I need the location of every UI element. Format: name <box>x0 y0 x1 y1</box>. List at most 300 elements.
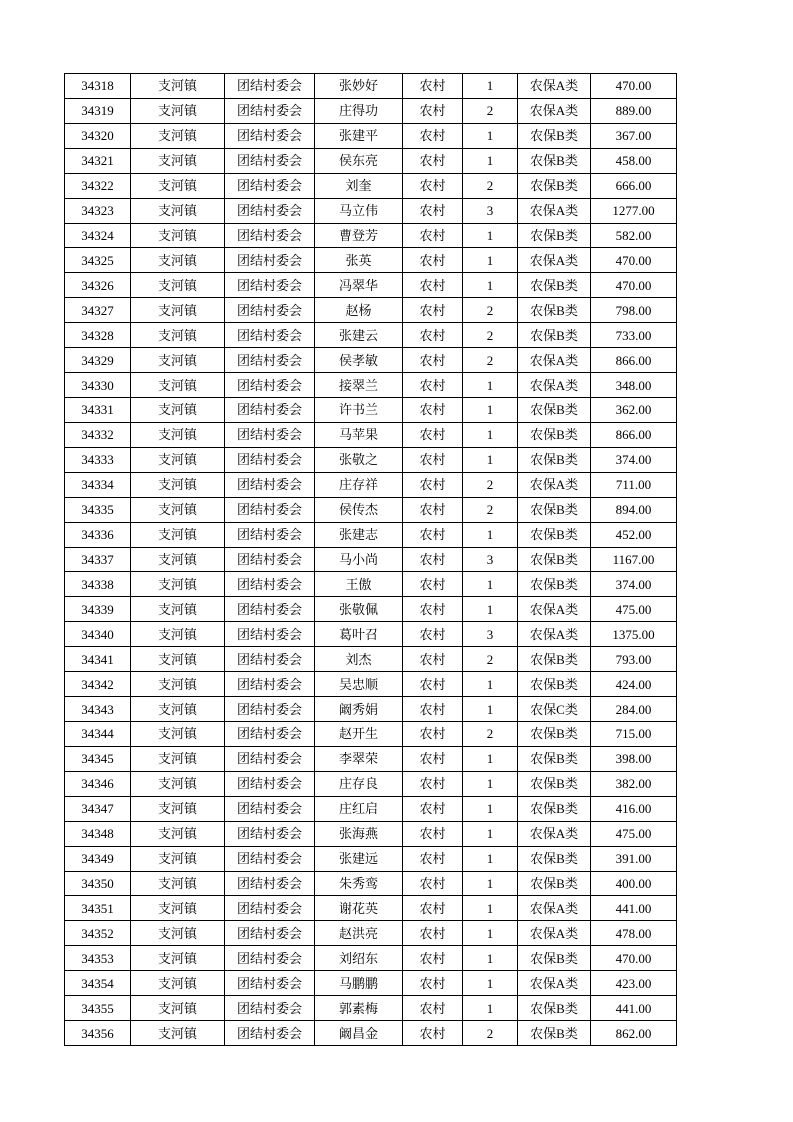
cell-residence-type: 农村 <box>403 672 463 697</box>
cell-town: 支河镇 <box>131 746 225 771</box>
cell-person-name: 谢花英 <box>315 896 403 921</box>
cell-amount: 711.00 <box>591 472 677 497</box>
cell-town: 支河镇 <box>131 697 225 722</box>
cell-insurance-category: 农保A类 <box>518 98 591 123</box>
cell-amount: 715.00 <box>591 721 677 746</box>
cell-person-count: 1 <box>463 871 518 896</box>
cell-residence-type: 农村 <box>403 846 463 871</box>
cell-insurance-category: 农保A类 <box>518 971 591 996</box>
cell-person-count: 1 <box>463 746 518 771</box>
table-row <box>65 422 677 447</box>
cell-insurance-category: 农保B类 <box>518 447 591 472</box>
cell-town: 支河镇 <box>131 946 225 971</box>
cell-person-name: 赵杨 <box>315 298 403 323</box>
cell-serial: 34341 <box>65 647 131 672</box>
cell-residence-type: 农村 <box>403 123 463 148</box>
cell-insurance-category: 农保A类 <box>518 373 591 398</box>
cell-serial: 34346 <box>65 771 131 796</box>
cell-town: 支河镇 <box>131 497 225 522</box>
cell-village-committee: 团结村委会 <box>225 846 315 871</box>
cell-village-committee: 团结村委会 <box>225 123 315 148</box>
cell-person-name: 侯传杰 <box>315 497 403 522</box>
cell-insurance-category: 农保B类 <box>518 298 591 323</box>
cell-person-count: 1 <box>463 996 518 1021</box>
cell-town: 支河镇 <box>131 397 225 422</box>
cell-person-count: 1 <box>463 223 518 248</box>
cell-residence-type: 农村 <box>403 148 463 173</box>
cell-insurance-category: 农保B类 <box>518 273 591 298</box>
cell-person-count: 3 <box>463 547 518 572</box>
cell-village-committee: 团结村委会 <box>225 422 315 447</box>
cell-town: 支河镇 <box>131 622 225 647</box>
cell-person-name: 张妙好 <box>315 74 403 99</box>
cell-person-name: 葛叶召 <box>315 622 403 647</box>
cell-residence-type: 农村 <box>403 547 463 572</box>
table-row <box>65 796 677 821</box>
table-row <box>65 497 677 522</box>
cell-residence-type: 农村 <box>403 323 463 348</box>
cell-insurance-category: 农保B类 <box>518 871 591 896</box>
cell-insurance-category: 农保B类 <box>518 1021 591 1046</box>
cell-person-count: 1 <box>463 896 518 921</box>
cell-amount: 458.00 <box>591 148 677 173</box>
cell-insurance-category: 农保A类 <box>518 821 591 846</box>
cell-town: 支河镇 <box>131 796 225 821</box>
cell-person-count: 1 <box>463 946 518 971</box>
cell-town: 支河镇 <box>131 921 225 946</box>
cell-serial: 34331 <box>65 397 131 422</box>
cell-person-count: 2 <box>463 298 518 323</box>
cell-amount: 424.00 <box>591 672 677 697</box>
cell-village-committee: 团结村委会 <box>225 996 315 1021</box>
cell-amount: 470.00 <box>591 273 677 298</box>
cell-residence-type: 农村 <box>403 273 463 298</box>
cell-residence-type: 农村 <box>403 98 463 123</box>
cell-insurance-category: 农保A类 <box>518 248 591 273</box>
cell-village-committee: 团结村委会 <box>225 248 315 273</box>
cell-serial: 34324 <box>65 223 131 248</box>
cell-person-name: 曹登芳 <box>315 223 403 248</box>
cell-amount: 284.00 <box>591 697 677 722</box>
cell-person-count: 1 <box>463 796 518 821</box>
cell-serial: 34350 <box>65 871 131 896</box>
cell-residence-type: 农村 <box>403 921 463 946</box>
cell-person-count: 2 <box>463 497 518 522</box>
cell-insurance-category: 农保A类 <box>518 472 591 497</box>
cell-serial: 34337 <box>65 547 131 572</box>
cell-person-name: 阚昌金 <box>315 1021 403 1046</box>
cell-residence-type: 农村 <box>403 198 463 223</box>
cell-person-count: 3 <box>463 198 518 223</box>
cell-person-count: 1 <box>463 123 518 148</box>
cell-insurance-category: 农保B类 <box>518 223 591 248</box>
cell-serial: 34332 <box>65 422 131 447</box>
cell-person-name: 马鹏鹏 <box>315 971 403 996</box>
table-row <box>65 323 677 348</box>
table-row <box>65 896 677 921</box>
cell-amount: 894.00 <box>591 497 677 522</box>
cell-town: 支河镇 <box>131 123 225 148</box>
cell-town: 支河镇 <box>131 223 225 248</box>
table-row <box>65 871 677 896</box>
cell-person-name: 张建平 <box>315 123 403 148</box>
cell-insurance-category: 农保B类 <box>518 746 591 771</box>
cell-village-committee: 团结村委会 <box>225 447 315 472</box>
table-row <box>65 373 677 398</box>
cell-village-committee: 团结村委会 <box>225 74 315 99</box>
cell-person-name: 李翠荣 <box>315 746 403 771</box>
cell-serial: 34327 <box>65 298 131 323</box>
cell-person-count: 1 <box>463 397 518 422</box>
cell-serial: 34348 <box>65 821 131 846</box>
records-table-body <box>65 74 677 1046</box>
cell-village-committee: 团结村委会 <box>225 821 315 846</box>
cell-insurance-category: 农保B类 <box>518 996 591 1021</box>
cell-person-count: 1 <box>463 422 518 447</box>
table-row <box>65 348 677 373</box>
cell-town: 支河镇 <box>131 1021 225 1046</box>
cell-insurance-category: 农保B类 <box>518 946 591 971</box>
table-row <box>65 821 677 846</box>
cell-residence-type: 农村 <box>403 298 463 323</box>
cell-serial: 34335 <box>65 497 131 522</box>
cell-village-committee: 团结村委会 <box>225 921 315 946</box>
cell-amount: 374.00 <box>591 447 677 472</box>
cell-serial: 34343 <box>65 697 131 722</box>
cell-serial: 34347 <box>65 796 131 821</box>
cell-village-committee: 团结村委会 <box>225 771 315 796</box>
cell-amount: 475.00 <box>591 597 677 622</box>
cell-residence-type: 农村 <box>403 946 463 971</box>
cell-village-committee: 团结村委会 <box>225 746 315 771</box>
cell-amount: 470.00 <box>591 248 677 273</box>
cell-residence-type: 农村 <box>403 871 463 896</box>
cell-serial: 34339 <box>65 597 131 622</box>
cell-person-count: 2 <box>463 647 518 672</box>
cell-person-name: 庄存祥 <box>315 472 403 497</box>
cell-person-name: 马小尚 <box>315 547 403 572</box>
table-row <box>65 273 677 298</box>
cell-serial: 34345 <box>65 746 131 771</box>
cell-residence-type: 农村 <box>403 422 463 447</box>
cell-person-name: 朱秀鸾 <box>315 871 403 896</box>
cell-amount: 475.00 <box>591 821 677 846</box>
cell-village-committee: 团结村委会 <box>225 173 315 198</box>
cell-amount: 374.00 <box>591 572 677 597</box>
cell-person-name: 刘奎 <box>315 173 403 198</box>
cell-amount: 866.00 <box>591 348 677 373</box>
cell-amount: 866.00 <box>591 422 677 447</box>
cell-person-count: 2 <box>463 173 518 198</box>
cell-person-name: 张建云 <box>315 323 403 348</box>
table-row <box>65 173 677 198</box>
cell-village-committee: 团结村委会 <box>225 298 315 323</box>
cell-amount: 367.00 <box>591 123 677 148</box>
cell-insurance-category: 农保C类 <box>518 697 591 722</box>
cell-serial: 34318 <box>65 74 131 99</box>
cell-town: 支河镇 <box>131 721 225 746</box>
cell-person-count: 1 <box>463 697 518 722</box>
cell-residence-type: 农村 <box>403 647 463 672</box>
cell-residence-type: 农村 <box>403 597 463 622</box>
table-row <box>65 996 677 1021</box>
cell-town: 支河镇 <box>131 572 225 597</box>
cell-town: 支河镇 <box>131 248 225 273</box>
cell-person-name: 张敬佩 <box>315 597 403 622</box>
table-row <box>65 74 677 99</box>
cell-person-name: 张建志 <box>315 522 403 547</box>
cell-serial: 34356 <box>65 1021 131 1046</box>
cell-person-name: 阚秀娟 <box>315 697 403 722</box>
cell-person-name: 接翠兰 <box>315 373 403 398</box>
cell-amount: 470.00 <box>591 946 677 971</box>
cell-insurance-category: 农保A类 <box>518 348 591 373</box>
cell-serial: 34355 <box>65 996 131 1021</box>
cell-village-committee: 团结村委会 <box>225 896 315 921</box>
cell-insurance-category: 农保A类 <box>518 198 591 223</box>
cell-amount: 400.00 <box>591 871 677 896</box>
table-row <box>65 148 677 173</box>
cell-residence-type: 农村 <box>403 572 463 597</box>
cell-village-committee: 团结村委会 <box>225 373 315 398</box>
cell-residence-type: 农村 <box>403 746 463 771</box>
cell-insurance-category: 农保A类 <box>518 74 591 99</box>
cell-person-name: 刘杰 <box>315 647 403 672</box>
cell-amount: 793.00 <box>591 647 677 672</box>
cell-town: 支河镇 <box>131 896 225 921</box>
cell-person-count: 2 <box>463 721 518 746</box>
cell-serial: 34351 <box>65 896 131 921</box>
cell-residence-type: 农村 <box>403 771 463 796</box>
cell-town: 支河镇 <box>131 547 225 572</box>
cell-person-name: 侯东亮 <box>315 148 403 173</box>
cell-amount: 362.00 <box>591 397 677 422</box>
cell-village-committee: 团结村委会 <box>225 397 315 422</box>
table-row <box>65 1021 677 1046</box>
cell-town: 支河镇 <box>131 971 225 996</box>
cell-amount: 441.00 <box>591 896 677 921</box>
cell-residence-type: 农村 <box>403 497 463 522</box>
cell-person-count: 1 <box>463 572 518 597</box>
cell-village-committee: 团结村委会 <box>225 98 315 123</box>
cell-town: 支河镇 <box>131 273 225 298</box>
cell-residence-type: 农村 <box>403 1021 463 1046</box>
cell-village-committee: 团结村委会 <box>225 148 315 173</box>
cell-town: 支河镇 <box>131 522 225 547</box>
table-row <box>65 946 677 971</box>
cell-amount: 478.00 <box>591 921 677 946</box>
cell-person-name: 郭素梅 <box>315 996 403 1021</box>
cell-residence-type: 农村 <box>403 74 463 99</box>
cell-village-committee: 团结村委会 <box>225 547 315 572</box>
table-row <box>65 223 677 248</box>
cell-serial: 34330 <box>65 373 131 398</box>
cell-insurance-category: 农保A类 <box>518 622 591 647</box>
cell-residence-type: 农村 <box>403 373 463 398</box>
cell-residence-type: 农村 <box>403 397 463 422</box>
cell-town: 支河镇 <box>131 98 225 123</box>
cell-serial: 34320 <box>65 123 131 148</box>
table-row <box>65 547 677 572</box>
cell-person-name: 冯翠华 <box>315 273 403 298</box>
cell-village-committee: 团结村委会 <box>225 946 315 971</box>
table-row <box>65 198 677 223</box>
cell-insurance-category: 农保B类 <box>518 497 591 522</box>
table-row <box>65 746 677 771</box>
table-row <box>65 771 677 796</box>
cell-town: 支河镇 <box>131 846 225 871</box>
cell-insurance-category: 农保B类 <box>518 422 591 447</box>
cell-residence-type: 农村 <box>403 896 463 921</box>
cell-person-count: 1 <box>463 597 518 622</box>
cell-residence-type: 农村 <box>403 447 463 472</box>
cell-serial: 34336 <box>65 522 131 547</box>
cell-amount: 666.00 <box>591 173 677 198</box>
cell-village-committee: 团结村委会 <box>225 223 315 248</box>
cell-town: 支河镇 <box>131 447 225 472</box>
records-table <box>64 73 677 1046</box>
cell-serial: 34342 <box>65 672 131 697</box>
cell-insurance-category: 农保B类 <box>518 572 591 597</box>
cell-person-count: 3 <box>463 622 518 647</box>
cell-serial: 34325 <box>65 248 131 273</box>
table-row <box>65 647 677 672</box>
cell-town: 支河镇 <box>131 323 225 348</box>
cell-person-name: 庄红启 <box>315 796 403 821</box>
cell-village-committee: 团结村委会 <box>225 697 315 722</box>
cell-residence-type: 农村 <box>403 796 463 821</box>
cell-residence-type: 农村 <box>403 472 463 497</box>
cell-village-committee: 团结村委会 <box>225 198 315 223</box>
cell-residence-type: 农村 <box>403 522 463 547</box>
cell-insurance-category: 农保A类 <box>518 597 591 622</box>
cell-serial: 34344 <box>65 721 131 746</box>
cell-amount: 798.00 <box>591 298 677 323</box>
cell-serial: 34354 <box>65 971 131 996</box>
cell-residence-type: 农村 <box>403 721 463 746</box>
cell-insurance-category: 农保A类 <box>518 896 591 921</box>
cell-person-name: 庄存良 <box>315 771 403 796</box>
cell-person-count: 2 <box>463 98 518 123</box>
table-row <box>65 846 677 871</box>
table-row <box>65 597 677 622</box>
cell-person-count: 1 <box>463 373 518 398</box>
cell-person-name: 赵洪亮 <box>315 921 403 946</box>
cell-insurance-category: 农保B类 <box>518 522 591 547</box>
cell-serial: 34328 <box>65 323 131 348</box>
cell-person-count: 1 <box>463 447 518 472</box>
cell-town: 支河镇 <box>131 74 225 99</box>
cell-serial: 34333 <box>65 447 131 472</box>
cell-insurance-category: 农保B类 <box>518 647 591 672</box>
cell-village-committee: 团结村委会 <box>225 348 315 373</box>
cell-person-count: 1 <box>463 672 518 697</box>
cell-town: 支河镇 <box>131 422 225 447</box>
cell-amount: 470.00 <box>591 74 677 99</box>
cell-amount: 582.00 <box>591 223 677 248</box>
cell-village-committee: 团结村委会 <box>225 472 315 497</box>
cell-amount: 416.00 <box>591 796 677 821</box>
table-row <box>65 622 677 647</box>
cell-person-count: 1 <box>463 74 518 99</box>
cell-village-committee: 团结村委会 <box>225 1021 315 1046</box>
table-row <box>65 522 677 547</box>
cell-village-committee: 团结村委会 <box>225 672 315 697</box>
cell-person-name: 庄得功 <box>315 98 403 123</box>
cell-town: 支河镇 <box>131 148 225 173</box>
cell-serial: 34326 <box>65 273 131 298</box>
table-row <box>65 572 677 597</box>
cell-serial: 34319 <box>65 98 131 123</box>
cell-residence-type: 农村 <box>403 173 463 198</box>
cell-person-name: 马立伟 <box>315 198 403 223</box>
cell-person-name: 赵开生 <box>315 721 403 746</box>
cell-person-name: 吴忠顺 <box>315 672 403 697</box>
cell-insurance-category: 农保B类 <box>518 173 591 198</box>
cell-insurance-category: 农保B类 <box>518 846 591 871</box>
cell-village-committee: 团结村委会 <box>225 273 315 298</box>
cell-person-name: 张建远 <box>315 846 403 871</box>
cell-village-committee: 团结村委会 <box>225 572 315 597</box>
cell-serial: 34338 <box>65 572 131 597</box>
cell-person-count: 1 <box>463 522 518 547</box>
cell-amount: 382.00 <box>591 771 677 796</box>
table-row <box>65 697 677 722</box>
cell-town: 支河镇 <box>131 647 225 672</box>
cell-person-name: 刘绍东 <box>315 946 403 971</box>
table-row <box>65 447 677 472</box>
cell-insurance-category: 农保B类 <box>518 771 591 796</box>
cell-town: 支河镇 <box>131 198 225 223</box>
table-row <box>65 921 677 946</box>
cell-serial: 34323 <box>65 198 131 223</box>
cell-serial: 34321 <box>65 148 131 173</box>
cell-village-committee: 团结村委会 <box>225 647 315 672</box>
table-row <box>65 98 677 123</box>
cell-village-committee: 团结村委会 <box>225 597 315 622</box>
table-row <box>65 248 677 273</box>
cell-amount: 398.00 <box>591 746 677 771</box>
cell-amount: 1277.00 <box>591 198 677 223</box>
cell-amount: 391.00 <box>591 846 677 871</box>
cell-residence-type: 农村 <box>403 348 463 373</box>
cell-insurance-category: 农保B类 <box>518 547 591 572</box>
cell-village-committee: 团结村委会 <box>225 721 315 746</box>
cell-amount: 862.00 <box>591 1021 677 1046</box>
cell-person-name: 侯孝敏 <box>315 348 403 373</box>
cell-residence-type: 农村 <box>403 697 463 722</box>
cell-amount: 348.00 <box>591 373 677 398</box>
cell-town: 支河镇 <box>131 348 225 373</box>
table-row <box>65 971 677 996</box>
cell-residence-type: 农村 <box>403 223 463 248</box>
cell-insurance-category: 农保B类 <box>518 397 591 422</box>
table-row <box>65 472 677 497</box>
cell-person-count: 1 <box>463 248 518 273</box>
cell-person-count: 1 <box>463 148 518 173</box>
cell-town: 支河镇 <box>131 871 225 896</box>
cell-person-count: 1 <box>463 971 518 996</box>
cell-village-committee: 团结村委会 <box>225 622 315 647</box>
cell-village-committee: 团结村委会 <box>225 796 315 821</box>
cell-town: 支河镇 <box>131 672 225 697</box>
cell-village-committee: 团结村委会 <box>225 323 315 348</box>
cell-amount: 733.00 <box>591 323 677 348</box>
cell-insurance-category: 农保B类 <box>518 796 591 821</box>
cell-person-count: 2 <box>463 1021 518 1046</box>
cell-person-count: 2 <box>463 348 518 373</box>
cell-person-name: 许书兰 <box>315 397 403 422</box>
